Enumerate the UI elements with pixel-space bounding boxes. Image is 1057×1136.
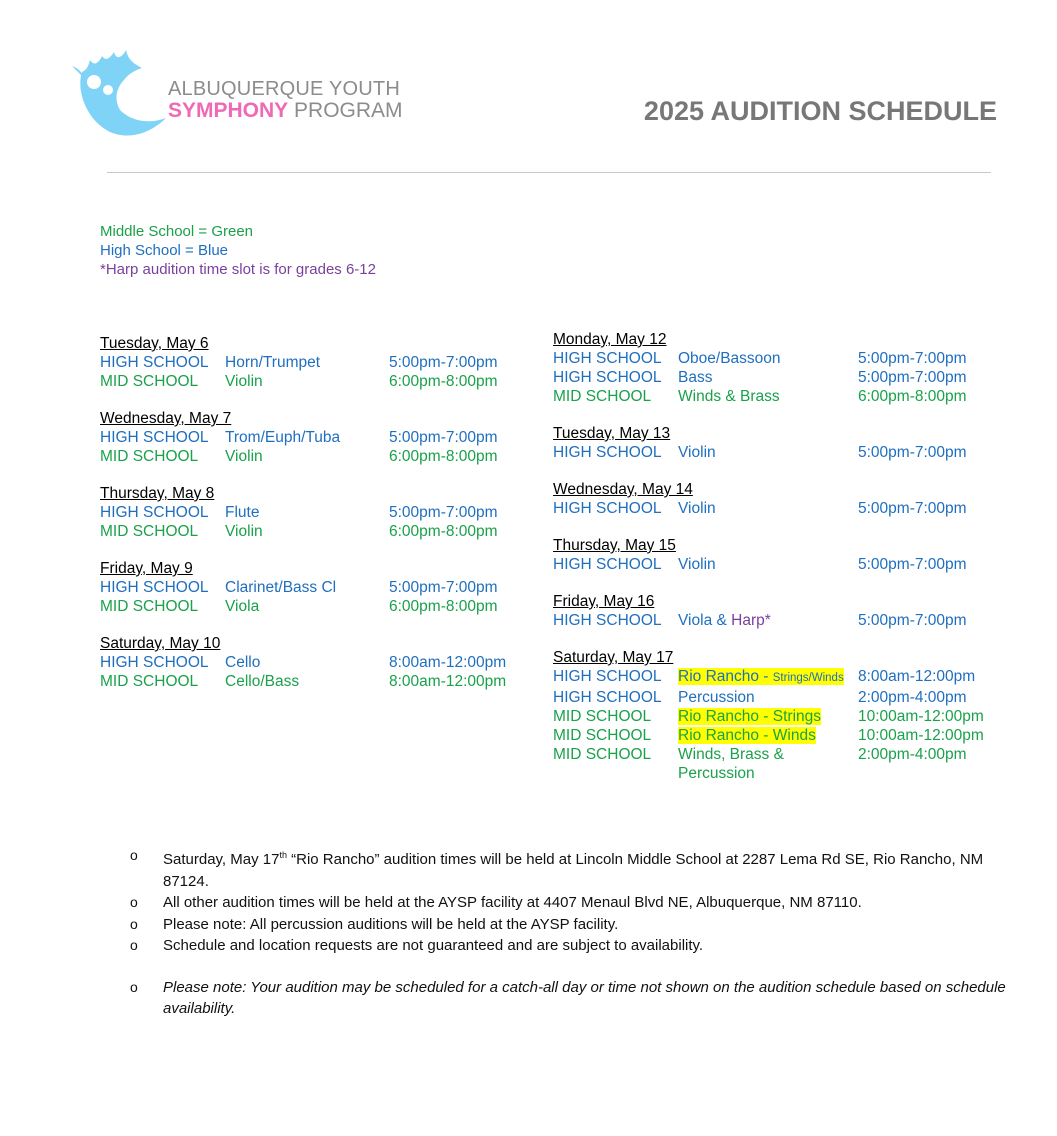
schedule-row — [553, 667, 1003, 688]
instrument-text: Cello — [225, 654, 261, 671]
note-text: Please note: All percussion auditions will be held at the AYSP facility. — [163, 915, 619, 933]
header-divider — [107, 172, 991, 173]
instrument-cell — [225, 428, 389, 447]
instrument-name — [678, 708, 821, 725]
time-slot: 6:00pm-8:00pm — [389, 448, 498, 465]
time-slot: 2:00pm-4:00pm — [858, 689, 967, 706]
day-block — [100, 409, 520, 466]
school-level: MID SCHOOL — [100, 448, 199, 465]
school-level: HIGH SCHOOL — [553, 444, 662, 461]
day-block — [553, 424, 1003, 462]
instrument-cell — [678, 688, 858, 707]
school-level: HIGH SCHOOL — [100, 654, 209, 671]
instrument-text: Bass — [678, 369, 713, 386]
instrument-cell — [678, 499, 858, 518]
day-title: Monday, May 12 — [553, 331, 667, 348]
school-level: MID SCHOOL — [553, 708, 652, 725]
schedule-row — [553, 499, 1003, 518]
instrument-name — [225, 579, 336, 596]
instrument-text: Clarinet/Bass Cl — [225, 579, 337, 596]
bullet-icon: o — [130, 894, 138, 910]
schedule-row — [100, 522, 520, 541]
instrument-name — [225, 429, 340, 446]
time-slot: 8:00am-12:00pm — [389, 673, 507, 690]
school-level: MID SCHOOL — [553, 727, 652, 744]
time-slot: 5:00pm-7:00pm — [858, 350, 967, 367]
instrument-cell — [225, 672, 389, 691]
instrument-text: Violin — [225, 373, 263, 390]
instrument-text: Violin — [678, 556, 716, 573]
time-slot: 10:00am-12:00pm — [858, 727, 984, 744]
schedule-row — [553, 555, 1003, 574]
notes-list — [130, 845, 1010, 1020]
schedule-row — [100, 672, 520, 691]
day-title: Tuesday, May 13 — [553, 425, 671, 442]
instrument-name — [225, 673, 299, 690]
time-slot: 10:00am-12:00pm — [858, 708, 984, 725]
time-slot: 5:00pm-7:00pm — [858, 500, 967, 517]
school-level: HIGH SCHOOL — [100, 429, 209, 446]
day-title: Saturday, May 17 — [553, 649, 674, 666]
schedule-row — [553, 688, 1003, 707]
time-slot: 8:00am-12:00pm — [389, 654, 507, 671]
day-block — [553, 592, 1003, 630]
instrument-name — [225, 448, 263, 465]
schedule-row — [100, 653, 520, 672]
day-title: Wednesday, May 7 — [100, 410, 232, 427]
schedule-row — [553, 387, 1003, 406]
logo-symphony-word: SYMPHONY — [168, 99, 289, 122]
time-slot: 5:00pm-7:00pm — [858, 556, 967, 573]
instrument-cell — [678, 726, 858, 745]
schedule-row — [553, 368, 1003, 387]
legend-harp-note: *Harp audition time slot is for grades 6-12 — [100, 261, 376, 278]
schedule-row — [553, 745, 1003, 783]
bullet-icon: o — [130, 978, 138, 995]
instrument-name — [225, 504, 259, 521]
instrument-cell — [225, 653, 389, 672]
page-title: 2025 AUDITION SCHEDULE — [643, 96, 997, 126]
logo-text-line2 — [168, 99, 403, 123]
aysp-logo — [70, 38, 410, 140]
instrument-cell — [678, 555, 858, 574]
schedule-right-column — [553, 330, 1003, 801]
school-level: HIGH SCHOOL — [553, 350, 662, 367]
school-level: HIGH SCHOOL — [553, 668, 662, 685]
schedule-row — [100, 578, 520, 597]
bullet-icon: o — [130, 937, 138, 953]
instrument-name — [678, 444, 716, 461]
instrument-cell — [225, 522, 389, 541]
instrument-text: Violin — [225, 523, 263, 540]
instrument-name — [225, 354, 320, 371]
note-item-requests — [130, 935, 1010, 957]
instrument-cell — [678, 611, 858, 630]
time-slot: 5:00pm-7:00pm — [389, 579, 498, 596]
time-slot: 5:00pm-7:00pm — [389, 354, 498, 371]
schedule-row — [553, 349, 1003, 368]
schedule-row — [553, 443, 1003, 462]
instrument-text: Rio Rancho - Strings — [678, 708, 822, 725]
time-slot: 5:00pm-7:00pm — [389, 429, 498, 446]
note-item-percussion — [130, 914, 1010, 936]
school-level: HIGH SCHOOL — [553, 500, 662, 517]
instrument-name — [678, 668, 844, 685]
day-block — [553, 536, 1003, 574]
time-slot: 5:00pm-7:00pm — [858, 612, 967, 629]
school-level: HIGH SCHOOL — [100, 579, 209, 596]
school-level: MID SCHOOL — [100, 373, 199, 390]
harp-text: Harp* — [731, 612, 771, 629]
day-block — [553, 648, 1003, 783]
note-item-catch-all — [130, 977, 1010, 1020]
school-level: HIGH SCHOOL — [553, 689, 662, 706]
instrument-text: Violin — [678, 500, 716, 517]
school-level: MID SCHOOL — [100, 598, 199, 615]
instrument-cell — [678, 349, 858, 368]
instrument-text: Winds & Brass — [678, 388, 780, 405]
note-superscript: th — [279, 850, 287, 860]
instrument-text: Rio Rancho - — [678, 668, 773, 685]
day-block — [100, 634, 520, 691]
schedule-row — [100, 428, 520, 447]
time-slot: 6:00pm-8:00pm — [389, 523, 498, 540]
instrument-cell — [225, 372, 389, 391]
day-title: Saturday, May 10 — [100, 635, 221, 652]
day-title: Friday, May 16 — [553, 593, 655, 610]
instrument-text: Trom/Euph/Tuba — [225, 429, 341, 446]
time-slot: 5:00pm-7:00pm — [389, 504, 498, 521]
day-block — [100, 334, 520, 391]
schedule-left-column — [100, 334, 520, 709]
instrument-text: Rio Rancho - Winds — [678, 727, 816, 744]
instrument-name — [678, 350, 781, 367]
time-slot: 2:00pm-4:00pm — [858, 746, 967, 763]
school-level: HIGH SCHOOL — [553, 612, 662, 629]
instrument-text: Cello/Bass — [225, 673, 300, 690]
note-text: Schedule and location requests are not guaranteed and are subject to availability. — [163, 937, 704, 954]
day-title: Tuesday, May 6 — [100, 335, 209, 352]
day-block — [100, 484, 520, 541]
day-title: Thursday, May 8 — [100, 485, 215, 502]
day-title: Friday, May 9 — [100, 560, 193, 577]
note-item-rio-rancho — [130, 845, 1010, 892]
school-level: HIGH SCHOOL — [100, 504, 209, 521]
logo-text-line1: ALBUQUERQUE YOUTH — [168, 78, 400, 100]
instrument-text: Horn/Trumpet — [225, 354, 321, 371]
time-slot: 6:00pm-8:00pm — [389, 373, 498, 390]
time-slot: 6:00pm-8:00pm — [389, 598, 498, 615]
instrument-text: Flute — [225, 504, 260, 521]
school-level: MID SCHOOL — [100, 523, 199, 540]
schedule-row — [100, 353, 520, 372]
day-block — [553, 480, 1003, 518]
instrument-text: Viola & — [678, 612, 732, 629]
legend-middle-school: Middle School = Green — [100, 223, 254, 240]
time-slot: 8:00am-12:00pm — [858, 668, 976, 685]
school-level: MID SCHOOL — [553, 746, 652, 763]
bullet-icon: o — [130, 847, 138, 863]
day-block — [553, 330, 1003, 406]
schedule-row — [100, 503, 520, 522]
instrument-cell — [678, 707, 858, 726]
color-legend — [100, 222, 376, 279]
instrument-cell — [225, 353, 389, 372]
school-level: HIGH SCHOOL — [553, 369, 662, 386]
schedule-row — [100, 597, 520, 616]
schedule-row — [553, 707, 1003, 726]
bullet-icon: o — [130, 915, 138, 932]
instrument-cell — [678, 387, 858, 406]
day-title: Thursday, May 15 — [553, 537, 676, 554]
instrument-name — [678, 746, 784, 782]
instrument-text: Viola — [225, 598, 260, 615]
instrument-cell — [678, 667, 858, 688]
time-slot: 6:00pm-8:00pm — [858, 388, 967, 405]
time-slot: 5:00pm-7:00pm — [858, 444, 967, 461]
day-title: Wednesday, May 14 — [553, 481, 693, 498]
instrument-name — [225, 654, 260, 671]
instrument-name — [678, 612, 771, 629]
school-level: MID SCHOOL — [553, 388, 652, 405]
note-item-aysp-facility — [130, 892, 1010, 914]
schedule-row — [100, 372, 520, 391]
instrument-name — [678, 369, 712, 386]
instrument-text: Percussion — [678, 689, 755, 706]
note-text: Saturday, May 17 — [163, 851, 280, 868]
instrument-cell — [225, 578, 389, 597]
instrument-cell — [225, 447, 389, 466]
school-level: HIGH SCHOOL — [553, 556, 662, 573]
instrument-cell — [225, 597, 389, 616]
instrument-text: Violin — [225, 448, 263, 465]
school-level: MID SCHOOL — [100, 673, 199, 690]
instrument-subtext: Strings/Winds — [772, 672, 844, 684]
legend-high-school: High School = Blue — [100, 242, 228, 259]
instrument-text: Oboe/Bassoon — [678, 350, 781, 367]
school-level: HIGH SCHOOL — [100, 354, 209, 371]
note-text: “Rio Rancho” audition times will be held at Lincoln Middle School at 2287 Lema Rd SE, Rio Rancho, NM 87124. — [163, 851, 984, 890]
schedule-row — [553, 611, 1003, 630]
instrument-cell — [678, 443, 858, 462]
instrument-name — [678, 500, 716, 517]
instrument-name — [678, 388, 780, 405]
instrument-name — [678, 727, 816, 744]
day-block — [100, 559, 520, 616]
instrument-name — [678, 556, 716, 573]
instrument-cell — [225, 503, 389, 522]
instrument-cell — [678, 745, 858, 783]
logo-program-word: PROGRAM — [294, 99, 403, 122]
instrument-name — [678, 689, 755, 706]
instrument-text: Violin — [678, 444, 716, 461]
instrument-name — [225, 523, 263, 540]
instrument-cell — [678, 368, 858, 387]
instrument-text: Winds, Brass & Percussion — [678, 746, 784, 782]
note-text: All other audition times will be held at the AYSP facility at 4407 Menaul Blvd NE, Albuquerque, NM 87110. — [163, 894, 862, 911]
instrument-name — [225, 598, 259, 615]
note-text: Please note: Your audition may be scheduled for a catch-all day or time not shown on the audition schedule based on schedule availability. — [163, 978, 1006, 1017]
instrument-name — [225, 373, 263, 390]
time-slot: 5:00pm-7:00pm — [858, 369, 967, 386]
schedule-row — [100, 447, 520, 466]
schedule-row — [553, 726, 1003, 745]
